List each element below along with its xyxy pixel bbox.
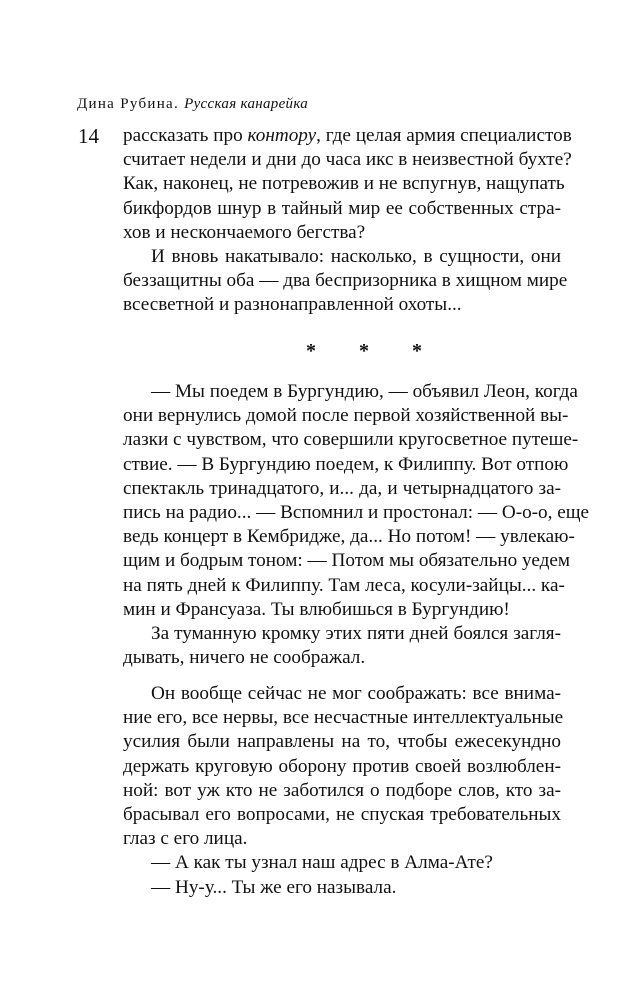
text-line: мин и Франсуаза. Ты влюбишься в Бургундию! [123,598,510,620]
text-line: всесветной и разнонаправленной охоты... [123,294,462,316]
text-line: щим и бодрым тоном: — Потом мы обязательно уедем [123,550,571,572]
text-line: брасывал его вопросами, не спуская требовательных [123,803,561,825]
text-line: лазки с чувством, что совершили кругосветное путеше- [123,429,579,451]
text-line: пись на радио... — Вспомнил и простонал: — О-о-о, еще [123,501,590,523]
text-line: беззащитны оба — два беспризорника в хищном мире [123,270,568,292]
text-block-2 [123,380,590,670]
emphasis: контору [247,125,317,146]
section-separator: * * * [306,340,441,362]
text-line: считает недели и дни до часа икс в неизвестной бухте? [123,149,572,171]
text-line: ние его, все нервы, все несчастные интеллектуальные [123,707,564,729]
text-line: — Ну-у... Ты же его называла. [151,876,397,898]
text-line: рассказать про контору, где целая армия специалистов [123,125,572,146]
text-line: — Мы поедем в Бургундию, — объявил Леон, когда [151,381,578,402]
text-line: глаз с его лица. [123,828,248,850]
text-line: ной: вот уж кто не заботился о подборе слов, кто за- [123,779,561,801]
text-block-3 [123,682,564,900]
text-line: держать круговую оборону против своей возлюблен- [123,755,561,777]
text-line: ведь концерт в Кембридже, да... Но потом! — увлекаю- [123,526,575,548]
text-line: спектакль тринадцатого, и... да, и четырнадцатого за- [123,477,561,499]
text-line: Он вообще сейчас не мог соображать: все внима- [151,683,561,704]
header-book-title: Русская канарейка [184,96,309,112]
text-line: ствие. — В Бургундию поедем, к Филиппу. Вот отпою [123,453,569,475]
text-line: они вернулись домой после первой хозяйственной вы- [123,405,569,427]
text-line: хов и нескончаемого бегства? [123,221,366,243]
text-line: — А как ты узнал наш адрес в Алма-Ате? [151,852,493,874]
running-header [77,96,308,113]
page-number: 14 [78,124,99,148]
header-author: Дина Рубина. [77,96,180,112]
text-line: За туманную кромку этих пяти дней боялся загля- [151,622,561,644]
text-line: бикфордов шнур в тайный мир ее собственных стра- [123,197,561,219]
text-line: И вновь накатывало: насколько, в сущности, они [151,245,561,267]
text-line: Как, наконец, не потревожив и не вспугнув, нащупать [123,173,565,195]
text-block-1 [123,124,572,318]
text-line: на пять дней к Филиппу. Там леса, косули-зайцы... ка- [123,574,565,596]
text-line: дывать, ничего не соображал. [123,647,366,669]
text-line: усилия были направлены на то, чтобы ежесекундно [123,731,561,753]
